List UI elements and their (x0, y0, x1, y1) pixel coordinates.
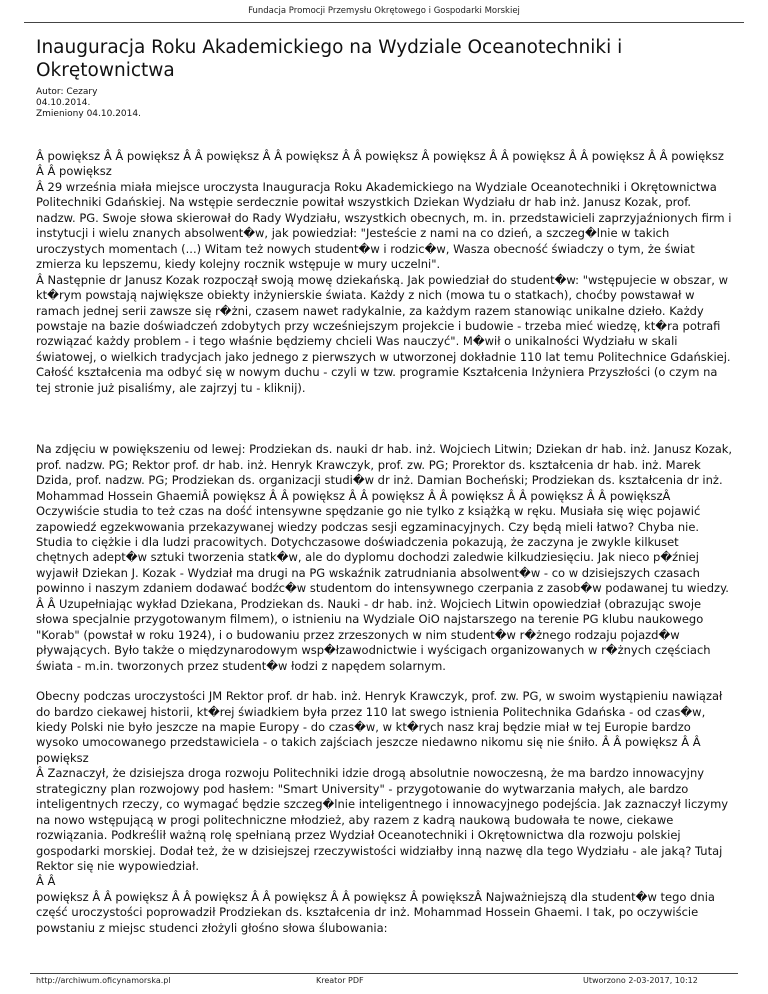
footer-creator: Kreator PDF (316, 976, 364, 985)
article-body (36, 149, 733, 936)
footer-created-date: Utworzono 2-03-2017, 10:12 (583, 976, 698, 985)
paragraph-oath: powiększ Â Â powiększ Â Â powiększ Â Â powiększ Â Â powiększ Â powiększÂ Najważniejszą dla student�w tego dnia część uroczystości poprowadził Prodziekan ds. kształcenia dr inż. Mohammad Hossein Ghaemi. I tak, po oczywiście powstaniu z miejsc studenci złożyli głośno słowa ślubowania: (36, 889, 715, 935)
footer-divider (30, 973, 738, 974)
article-title: Inauguracja Roku Akademickiego na Wydziale Oceanotechniki i Okrętownictwa (36, 37, 623, 81)
paragraph-intro: Â 29 września miała miejsce uroczysta Inauguracja Roku Akademickiego na Wydziale Oceanotechniki i Okrętownictwa Politechniki Gdańskiej. Na wstępie serdecznie powitał wszystkich Dziekan Wydziału dr hab inż. Janusz Kozak, prof. nadzw. PG. Swoje słowa skierował do Rady Wydziału, wszystkich obecnych, m. in. przedstawicieli zaprzyjaźnionych firm i instytucji i wielu znanych absolwent�w, jak powiedział: "Jesteście z nami na co dzień, a szczeg�lnie w takich uroczystych momentach (...) Witam też nowych student�w i rodzic�w, Wasza obecność świadczy o tym, że świat zmierza ku lepszemu, kiedy kolejny rocznik wstępuje w mury uczelni". (36, 179, 732, 272)
page-footer (0, 973, 768, 994)
modified-date: Zmieniony 04.10.2014. (36, 109, 141, 119)
header-text: Fundacja Promocji Przemysłu Okrętowego i Gospodarki Morskiej (248, 6, 520, 16)
publish-date: 04.10.2014. (36, 98, 91, 108)
paragraph-rector: Obecny podczas uroczystości JM Rektor prof. dr hab. inż. Henryk Krawczyk, prof. zw. PG, w swoim wystąpieniu nawiązał do bardzo ciekawej historii, kt�rej świadkiem była przez 110 lat swego istnienia Politechnika Gdańska - od czas�w, kiedy Polski nie było jeszcze na mapie Europy - do czas�w, w kt�rych nasz kraj będzie miał w tej Europie bardzo wysoko umocowanego przedstawiciela - o takich zajściach jeszcze niedawno nikomu się nie śniło. Â Â powiększ Â Â powiększ (36, 689, 723, 765)
paragraph-korab-club: Â Â Uzupełniając wykład Dziekana, Prodziekan ds. Nauki - dr hab. inż. Wojciech Litwin opowiedział (obrazując swoje słowa specjalnie przygotowanym filmem), o istnieniu na Wydziale OiO najstarszego na terenie PG klubu naukowego "Korab" (powstał w roku 1924), i o budowaniu przez zrzeszonych w nim student�w r�żnego rodzaju pojazd�w pływających. Było także o międzynarodowym wsp�łzawodnictwie i wyścigach organizowanych w r�żnych częściach świata - m.in. tworzonych przez student�w łodzi z napędem solarnym. (36, 596, 711, 673)
author-line: Autor: Cezary (36, 87, 98, 97)
page-header (0, 0, 768, 22)
article-meta (36, 87, 141, 120)
footer-url-link[interactable]: http://archiwum.oficynamorska.pl (36, 976, 171, 985)
enlarge-links-line[interactable]: Â powiększ Â Â powiększ Â Â powiększ Â Â powiększ Â Â powiększ Â powiększ Â Â powiększ Â Â powiększ Â Â powiększ Â Â powiększ (36, 149, 724, 179)
paragraph-photo-caption: Na zdjęciu w powiększeniu od lewej: Prodziekan ds. nauki dr hab. inż. Wojciech Litwin; Dziekan dr hab. inż. Janusz Kozak, prof. nadzw. PG; Rektor prof. dr hab. inż. Henryk Krawczyk, prof. zw. PG; Prorektor ds. kształcenia dr hab. inż. Marek Dzida, prof. nadzw. PG; Prodziekan ds. organizacji studi�w dr inż. Damian Bocheński; Prodziekan ds. kształcenia dr inż. Mohammad Hossein GhaemiÂ powiększ Â Â powiększ Â Â powiększ Â Â powiększ Â Â powiększ Â Â powiększÂ Oczywiście studia to też czas na dość intensywne spędzanie go nie tylko z książką w ręku. Musiała się więc pojawić zapowiedź egzekwowania przekazywanej wiedzy podczas sesji egzaminacyjnych. Czy będą mieli łatwo? Chyba nie. Studia to ciężkie i dla ludzi pracowitych. Dotychczasowe doświadczenia pokazują, że zaczyna je zwykle kilkuset chętnych adept�w sztuki tworzenia statk�w, ale do dyplomu dochodzi zaledwie kilkudziesięciu. Jak nieco p�źniej wyjawił Dziekan J. Kozak - Wydział ma drugi na PG wskaźnik zatrudniania absolwent�w - co w dzisiejszych czasach powinno i naszym zdaniem dodawać bodźc�w studentom do intensywnego czerpania z zasob�w podawanej tu wiedzy. (36, 442, 733, 596)
paragraph-spacer: Â Â (36, 874, 56, 889)
header-divider (24, 22, 744, 23)
paragraph-smart-university: Â Zaznaczył, że dzisiejsza droga rozwoju Politechniki idzie drogą absolutnie nowoczesną, że ma bardzo innowacyjny strategiczny plan rozwojowy pod hasłem: "Smart University" - przygotowanie do wytwarzania małych, ale bardzo inteligentnych rzeczy, co wymagać będzie szczeg�lnie inteligentnego i innowacyjnego podejścia. Jak zaznaczył liczymy na nowo wstępującą w progi politechniczne młodzież, aby razem z kadrą naukową budowała te nowe, ciekawe rozwiązania. Podkreślił ważną rolę spełnianą przez Wydział Oceanotechniki i Okrętownictwa dla rozwoju polskiej gospodarki morskiej. Dodał też, że w dzisiejszej rzeczywistości widziałby inną nazwę dla tego Wydziału - ale jaką? Tutaj Rektor się nie wypowiedział. (36, 766, 729, 874)
paragraph-dean-speech: Â Następnie dr Janusz Kozak rozpoczął swoją mowę dziekańską. Jak powiedział do student�w: "wstępujecie w obszar, w kt�rym powstają największe obiekty inżynierskie świata. Każdy z nich (mowa tu o statkach), choćby powstawał w ramach jednej serii zawsze się r�żni, czasem nawet radykalnie, za każdym razem stanowiąc unikalne dzieło. Każdy powstaje na bazie doświadczeń zdobytych przy wcześniejszym projekcie i budowie - trzeba mieć wiedzę, kt�ra potrafi rozwiązać każdy problem - i tego właśnie będziemy chcieli Was nauczyć". M�wił o unikalności Wydziału w skali światowej, o wielkich tradycjach jako jednego z pierwszych w utworzonej dokładnie 110 lat temu Politechnice Gdańskiej. Całość kształcenia ma odbyć się w nowym duchu - czyli w tzw. programie Kształcenia Inżyniera Przyszłości (o czym na tej stronie już pisaliśmy, ale zajrzyj tu - kliknij). (36, 272, 731, 395)
